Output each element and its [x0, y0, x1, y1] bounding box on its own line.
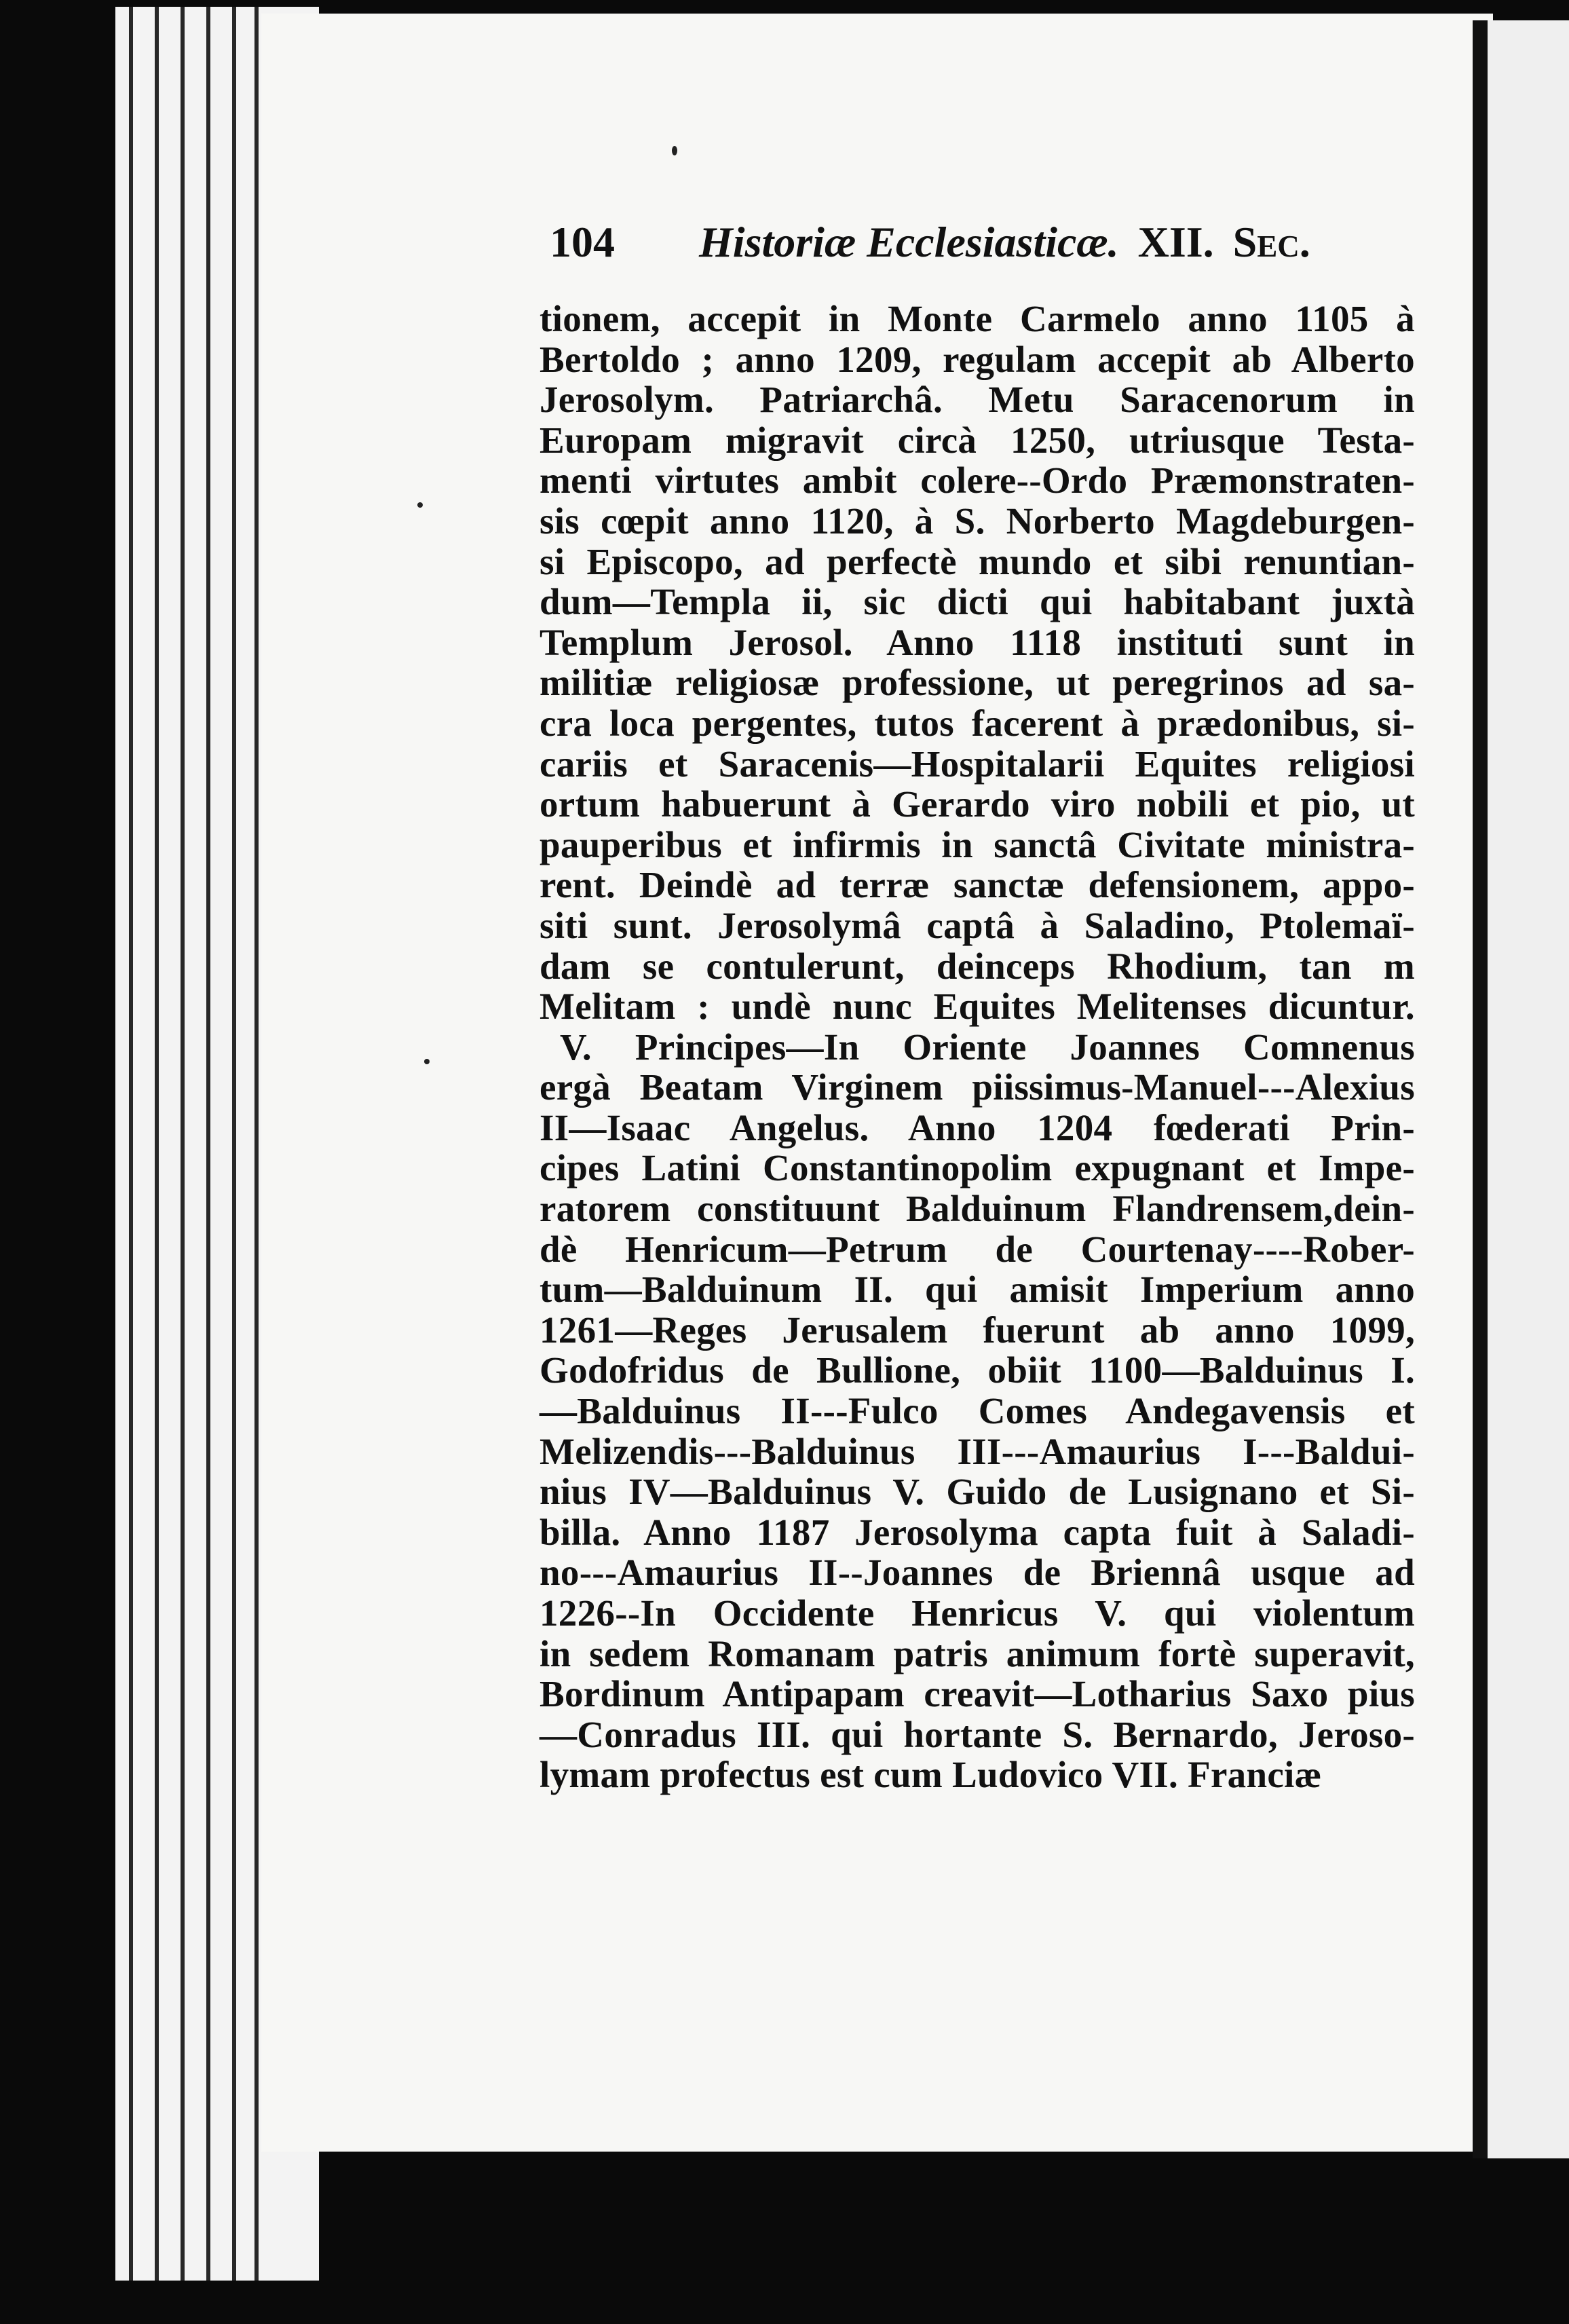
- text-line: —Conradus III. qui hortante S. Bernardo, Jeroso-: [540, 1713, 1415, 1755]
- text-line: lymam profectus est cum Ludovico VII. Franciæ: [540, 1754, 1322, 1796]
- text-line: Melitam : undè nunc Equites Melitenses dicuntur.: [540, 986, 1415, 1028]
- ink-spot: [417, 502, 423, 508]
- century-numeral: XII.: [1137, 218, 1214, 266]
- text-line: rent. Deindè ad terræ sanctæ defensionem, appo-: [540, 864, 1415, 906]
- text-line: menti virtutes ambit colere--Ordo Præmonstraten-: [540, 460, 1415, 502]
- text-line: Godofridus de Bullione, obiit 1100—Balduinus I.: [540, 1349, 1415, 1391]
- text-line: ergà Beatam Virginem piissimus-Manuel---Alexius: [540, 1066, 1415, 1108]
- text-line: sis cœpit anno 1120, à S. Norberto Magdeburgen-: [540, 500, 1415, 542]
- running-title: Historiæ Ecclesiasticæ.: [699, 218, 1119, 266]
- facing-page-edge: [1488, 20, 1569, 2158]
- text-line: siti sunt. Jerosolymâ captâ à Saladino, Ptolemaï-: [540, 904, 1415, 946]
- body-text: [540, 299, 1415, 1795]
- running-head: [550, 217, 1323, 278]
- text-line: dum—Templa ii, sic dicti qui habitabant juxtà: [540, 581, 1415, 623]
- text-line: Jerosolym. Patriarchâ. Metu Saracenorum in: [540, 379, 1415, 421]
- text-line: dam se contulerunt, deinceps Rhodium, tan m: [540, 945, 1415, 987]
- text-line: in sedem Romanam patris animum fortè superavit,: [540, 1632, 1415, 1674]
- text-line: —Balduinus II---Fulco Comes Andegavensis et: [540, 1390, 1415, 1432]
- text-line: nius IV—Balduinus V. Guido de Lusignano et Si-: [540, 1471, 1415, 1513]
- text-line: ratorem constituunt Balduinum Flandrensem,dein-: [540, 1188, 1415, 1230]
- text-line: billa. Anno 1187 Jerosolyma capta fuit à Saladi-: [540, 1511, 1415, 1553]
- text-line: Bertoldo ; anno 1209, regulam accepit ab Alberto: [540, 338, 1415, 380]
- text-line: cra loca pergentes, tutos facerent à prædonibus, si-: [540, 702, 1415, 744]
- text-line: no---Amaurius II--Joannes de Briennâ usque ad: [540, 1552, 1415, 1594]
- ink-spot: [672, 146, 677, 155]
- text-line: ortum habuerunt à Gerardo viro nobili et pio, ut: [540, 783, 1415, 825]
- page-number: 104: [550, 218, 615, 266]
- book-gutter: [1473, 20, 1488, 2158]
- text-line: cariis et Saracenis—Hospitalarii Equites religiosi: [540, 743, 1415, 785]
- text-line: 1261—Reges Jerusalem fuerunt ab anno 1099,: [540, 1309, 1415, 1351]
- text-line: Melizendis---Balduinus III---Amaurius I---Baldui-: [540, 1430, 1415, 1472]
- text-line: militiæ religiosæ professione, ut peregrinos ad sa-: [540, 662, 1415, 704]
- text-line: V. Principes—In Oriente Joannes Comnenus: [560, 1026, 1415, 1068]
- text-line: cipes Latini Constantinopolim expugnant et Impe-: [540, 1147, 1415, 1189]
- century-label: Sec.: [1232, 218, 1310, 266]
- text-line: Bordinum Antipapam creavit—Lotharius Saxo pius: [540, 1673, 1415, 1715]
- text-line: si Episcopo, ad perfectè mundo et sibi renuntian-: [540, 540, 1415, 582]
- text-line: tum—Balduinum II. qui amisit Imperium anno: [540, 1269, 1415, 1311]
- ink-spot: [424, 1059, 430, 1064]
- text-line: tionem, accepit in Monte Carmelo anno 1105 à: [540, 298, 1415, 339]
- text-line: dè Henricum—Petrum de Courtenay----Rober-: [540, 1228, 1415, 1270]
- text-line: Templum Jerosol. Anno 1118 instituti sunt in: [540, 621, 1415, 663]
- text-line: Europam migravit circà 1250, utriusque Testa-: [540, 419, 1415, 461]
- text-line: II—Isaac Angelus. Anno 1204 fœderati Prin-: [540, 1106, 1415, 1148]
- text-line: pauperibus et infirmis in sanctâ Civitate ministra-: [540, 823, 1415, 865]
- text-line: 1226--In Occidente Henricus V. qui violentum: [540, 1592, 1415, 1634]
